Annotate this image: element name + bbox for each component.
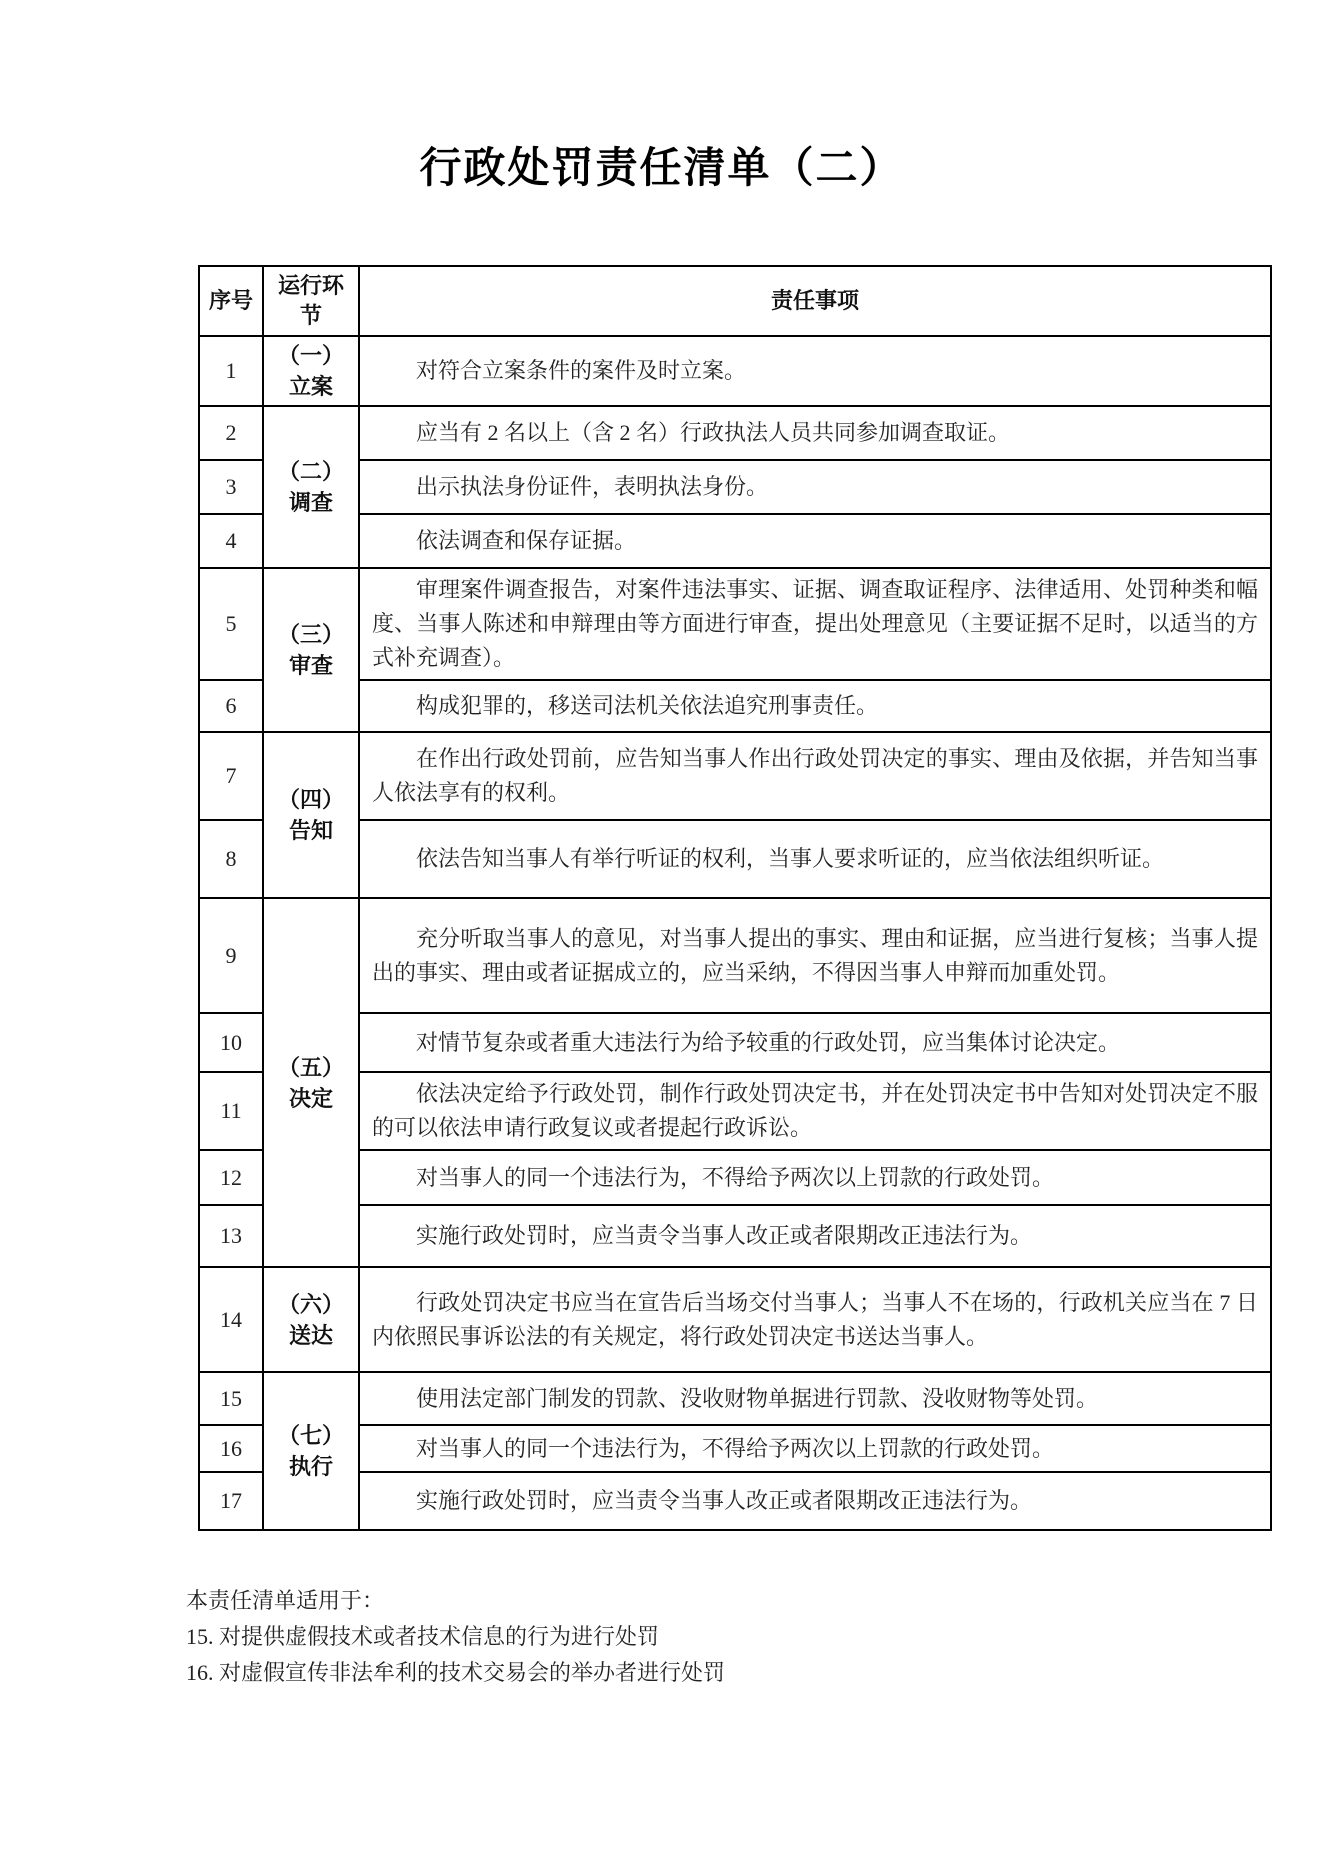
responsibility-item: 应当有 2 名以上（含 2 名）行政执法人员共同参加调查取证。	[359, 406, 1271, 460]
page-title: 行政处罚责任清单（二）	[419, 144, 904, 191]
table-row	[199, 1267, 1271, 1372]
responsibility-item: 出示执法身份证件，表明执法身份。	[359, 460, 1271, 514]
table-row	[199, 1013, 1271, 1072]
stage-number: （一）	[277, 343, 344, 368]
row-number: 2	[199, 406, 263, 460]
stage-cell-shencha	[263, 568, 359, 732]
stage-cell-zhixing	[263, 1372, 359, 1530]
stage-cell-jueding	[263, 898, 359, 1267]
applicability-item: 15. 对提供虚假技术或者技术信息的行为进行处罚	[186, 1624, 660, 1649]
table-row	[199, 514, 1271, 568]
responsibility-table	[198, 265, 1272, 1531]
stage-number: （四）	[277, 787, 344, 812]
stage-number: （五）	[277, 1054, 344, 1080]
table-row	[199, 732, 1271, 820]
row-number: 7	[199, 732, 263, 820]
row-number: 15	[199, 1372, 263, 1425]
table-header-row	[199, 266, 1271, 336]
responsibility-item: 使用法定部门制发的罚款、没收财物单据进行罚款、没收财物等处罚。	[359, 1372, 1271, 1425]
applicability-note	[186, 1583, 1146, 1691]
stage-name: 决定	[288, 1085, 333, 1111]
row-number: 10	[199, 1013, 263, 1072]
stage-name: 送达	[288, 1322, 333, 1348]
row-number: 16	[199, 1425, 263, 1472]
row-number: 11	[199, 1072, 263, 1150]
stage-number: （二）	[277, 459, 344, 484]
applicability-intro: 本责任清单适用于：	[186, 1588, 385, 1613]
responsibility-item: 实施行政处罚时，应当责令当事人改正或者限期改正违法行为。	[359, 1472, 1271, 1530]
stage-name: 调查	[288, 490, 333, 515]
table-row	[199, 820, 1271, 898]
responsibility-item: 充分听取当事人的意见，对当事人提出的事实、理由和证据，应当进行复核；当事人提出的事实、理由或者证据成立的，应当采纳，不得因当事人申辩而加重处罚。	[359, 898, 1271, 1013]
responsibility-item: 审理案件调查报告，对案件违法事实、证据、调查取证程序、法律适用、处罚种类和幅度、当事人陈述和申辩理由等方面进行审查，提出处理意见（主要证据不足时，以适当的方式补充调查）。	[359, 568, 1271, 680]
table-row	[199, 568, 1271, 680]
responsibility-item: 实施行政处罚时，应当责令当事人改正或者限期改正违法行为。	[359, 1205, 1271, 1267]
stage-cell-diaocha	[263, 406, 359, 568]
row-number: 3	[199, 460, 263, 514]
responsibility-item: 行政处罚决定书应当在宣告后当场交付当事人；当事人不在场的，行政机关应当在 7 日内依照民事诉讼法的有关规定，将行政处罚决定书送达当事人。	[359, 1267, 1271, 1372]
stage-name: 告知	[288, 818, 333, 843]
stage-cell-lian	[263, 336, 359, 406]
stage-number: （三）	[277, 622, 344, 647]
row-number: 5	[199, 568, 263, 680]
responsibility-item: 依法调查和保存证据。	[359, 514, 1271, 568]
table-row	[199, 1372, 1271, 1425]
responsibility-item: 依法决定给予行政处罚，制作行政处罚决定书，并在处罚决定书中告知对处罚决定不服的可以依法申请行政复议或者提起行政诉讼。	[359, 1072, 1271, 1150]
row-number: 9	[199, 898, 263, 1013]
row-number: 12	[199, 1150, 263, 1205]
stage-number: （六）	[277, 1291, 344, 1317]
table-row	[199, 406, 1271, 460]
row-number: 6	[199, 680, 263, 732]
stage-cell-gaozhi	[263, 732, 359, 898]
row-number: 17	[199, 1472, 263, 1530]
table-row	[199, 336, 1271, 406]
column-header-stage: 运行环节	[263, 266, 359, 336]
table-row	[199, 1205, 1271, 1267]
applicability-item: 16. 对虚假宣传非法牟利的技术交易会的举办者进行处罚	[186, 1660, 726, 1685]
column-header-no: 序号	[199, 266, 263, 336]
responsibility-item: 对当事人的同一个违法行为，不得给予两次以上罚款的行政处罚。	[359, 1425, 1271, 1472]
stage-number: （七）	[277, 1423, 344, 1448]
responsibility-item: 对当事人的同一个违法行为，不得给予两次以上罚款的行政处罚。	[359, 1150, 1271, 1205]
table-row	[199, 460, 1271, 514]
stage-cell-songda	[263, 1267, 359, 1372]
stage-name: 审查	[288, 653, 333, 678]
responsibility-item: 对情节复杂或者重大违法行为给予较重的行政处罚，应当集体讨论决定。	[359, 1013, 1271, 1072]
table-row	[199, 1472, 1271, 1530]
responsibility-item: 构成犯罪的，移送司法机关依法追究刑事责任。	[359, 680, 1271, 732]
table-row	[199, 1072, 1271, 1150]
table-row	[199, 898, 1271, 1013]
row-number: 1	[199, 336, 263, 406]
responsibility-item: 对符合立案条件的案件及时立案。	[359, 336, 1271, 406]
row-number: 8	[199, 820, 263, 898]
table-row	[199, 1150, 1271, 1205]
table-row	[199, 680, 1271, 732]
responsibility-item: 依法告知当事人有举行听证的权利，当事人要求听证的，应当依法组织听证。	[359, 820, 1271, 898]
row-number: 14	[199, 1267, 263, 1372]
row-number: 13	[199, 1205, 263, 1267]
responsibility-item: 在作出行政处罚前，应告知当事人作出行政处罚决定的事实、理由及依据，并告知当事人依法享有的权利。	[359, 732, 1271, 820]
row-number: 4	[199, 514, 263, 568]
stage-name: 立案	[288, 374, 333, 399]
stage-name: 执行	[288, 1454, 333, 1479]
column-header-item: 责任事项	[359, 266, 1271, 336]
table-row	[199, 1425, 1271, 1472]
